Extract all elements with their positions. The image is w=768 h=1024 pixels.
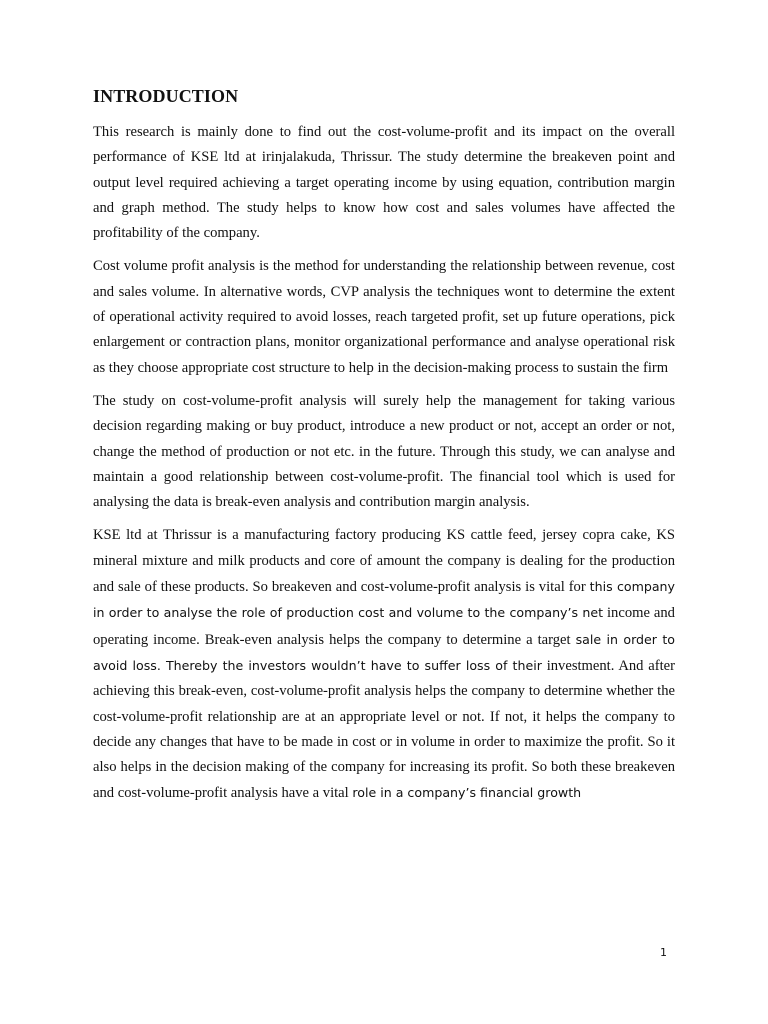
paragraph-kse-part-f: role in a company’s financial growth [352,785,582,801]
paragraph-cvp-definition: Cost volume profit analysis is the method for understanding the relationship between revenue, cost and sales volume. In alternative words, CVP analysis the techniques wont to determine the extent of operational activity required to avoid losses, reach targeted profit, set up future operations, pick enlargement or contraction plans, monitor organizational performance and analyse operational risk as they choose appropriate cost structure to help in the decision-making process to sustain the firm [93,258,675,376]
paragraph-kse-part-a: KSE ltd at Thrissur is a manufacturing factory producing KS cattle feed, jersey copra cake, KS mineral mixture and milk products and core of amount the company is dealing for the production and sale of these products. So breakeven and cost-volume-profit analysis is vital for [93,527,675,596]
page-number: 1 [660,946,667,959]
document-page [93,84,675,815]
paragraph-kse-part-d: sale in order to avoid loss. Thereby the investors wouldn’t have to suffer loss of their [93,631,675,673]
section-heading: INTRODUCTION [93,86,239,106]
paragraph-kse-part-e: investment. And after achieving this break-even, cost-volume-profit analysis helps the company to determine whether the cost-volume-profit relationship are at an appropriate level or not. If not, it helps the company to decide any changes that have to be made in cost or in volume in order to maximize the profit. So it also helps in the decision making of the company for increasing its profit. So both these breakeven and cost-volume-profit analysis have a vital [93,657,675,802]
paragraph-kse-part-c: income and operating income. Break-even analysis helps the company to determine a target [93,605,675,648]
paragraph-kse-company [93,523,675,806]
paragraph-study-benefits: The study on cost-volume-profit analysis will surely help the management for taking various decision regarding making or buy product, introduce a new product or not, accept an order or not, change the method of production or not etc. in the future. Through this study, we can analyse and maintain a good relationship between cost-volume-profit. The financial tool which is used for analysing the data is break-even analysis and contribution margin analysis. [93,392,675,511]
paragraph-research-purpose: This research is mainly done to find out the cost-volume-profit and its impact on the overall performance of KSE ltd at irinjalakuda, Thrissur. The study determine the breakeven point and output level required achieving a target operating income by using equation, contribution margin and graph method. The study helps to know how cost and sales volumes have affected the profitability of the company. [93,124,675,242]
paragraph-kse-part-b: this company in order to analyse the role of production cost and volume to the company’s net [93,579,675,621]
